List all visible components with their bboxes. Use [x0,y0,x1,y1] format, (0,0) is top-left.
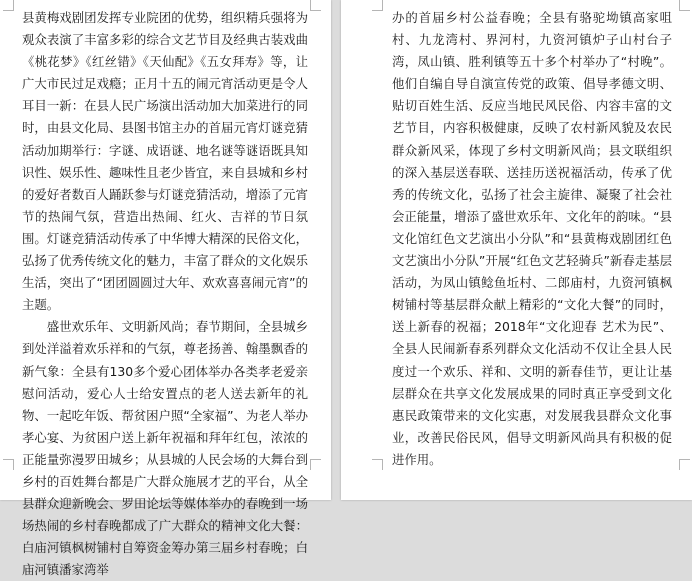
corner-crop-mark [372,459,383,470]
paragraph: 盛世欢乐年、文明新风尚；春节期间，全县城乡到处洋溢着欢乐祥和的气氛，尊老扬善、翰墨飘香的新气象：全县有130多个爱心团体举办各类孝老爱亲慰问活动，爱心人士给安置点的老人送去新年的礼物、一起吃年饭、帮贫困户照“全家福”、为老人举办孝心宴、为贫困户送上新年祝福和拜年红包，浓浓的正能量弥漫罗田城乡；从县城的人民会场的大舞台到乡村的百姓舞台都是广大群众施展才艺的平台，从全县群众迎新晚会、罗田论坛等媒体举办的春晚到一场场热闹的乡村春晚都成了广大群众的精神文化大餐：白庙河镇枫树铺村自筹资金筹办第三届乡村春晚；白庙河镇潘家湾举 [22,319,308,578]
corner-crop-mark [310,0,321,11]
corner-crop-mark [3,0,14,11]
document-page-right [341,0,692,500]
paragraph: 办的首届乡村公益春晚；全县有骆驼坳镇高家咀村、九龙湾村、界河村，九资河镇炉子山村台子湾，凤山镇、胜利镇等五十多个村举办了“村晚”。他们自编自导自演宣传党的政策、倡导孝德文明、贴切百姓生活、反应当地民风民俗、内容丰富的文艺节目，内容积极健康，反映了农村新风貌及农民群众新风采，体现了乡村文明新风尚；县文联组织的深入基层送春联、送挂历送祝福活动，传承了优秀的传统文化，弘扬了社会主旋律、凝聚了社会社会正能量，增添了盛世欢乐年、文化年的韵味。“县文化馆红色文艺演出小分队”和“县黄梅戏剧团红色文艺演出小分队”开展“红色文艺轻骑兵”新春走基层活动，为凤山镇鲶鱼坵村、二郎庙村，九资河镇枫树铺村等基层群众献上精彩的“文化大餐”的同时，送上新春的祝福；2018年“文化迎春 艺术为民”、全县人民闹新春系列群众文化活动不仅让全县人民度过一个欢乐、祥和、文明的新春佳节，更让让基层群众在共享文化发展成果的同时真正享受到文化惠民政策带来的文化实惠，对发展我县群众文化事业，改善民俗民风，倡导文明新风尚具有积极的促进作用。 [392,10,672,467]
corner-crop-mark [372,0,383,11]
paragraph: 县黄梅戏剧团发挥专业院团的优势，组织精兵强将为观众表演了丰富多彩的综合文艺节目及经典古装戏曲《桃花梦》《红丝错》《天仙配》《五女拜寿》等，让广大市民过足戏瘾；正月十五的闹元宵活动更是令人耳目一新：在县人民广场演出活动加大加菜进行的同时，由县文化局、县图书馆主办的首届元宵灯谜竞猜活动加期举行：字谜、成语谜、地名谜等谜语既具知识性、娱乐性、趣味性且老少皆宜，来自县城和乡村的爱好者数百人踊跃参与灯谜竞猜活动，增添了元宵节的热闹气氛，营造出热闹、红火、吉祥的节日氛围。灯谜竞猜活动传承了中华博大精深的民俗文化，弘扬了优秀传统文化的魅力，丰富了群众的文化娱乐生活，突出了“团团圆圆过大年、欢欢喜喜闹元宵”的主题。 [22,10,308,313]
page-text-body [22,7,308,581]
document-page-left [0,0,331,578]
corner-crop-mark [679,0,690,11]
corner-crop-mark [310,459,321,470]
corner-crop-mark [3,459,14,470]
corner-crop-mark [679,459,690,470]
page-text-body [392,7,672,471]
